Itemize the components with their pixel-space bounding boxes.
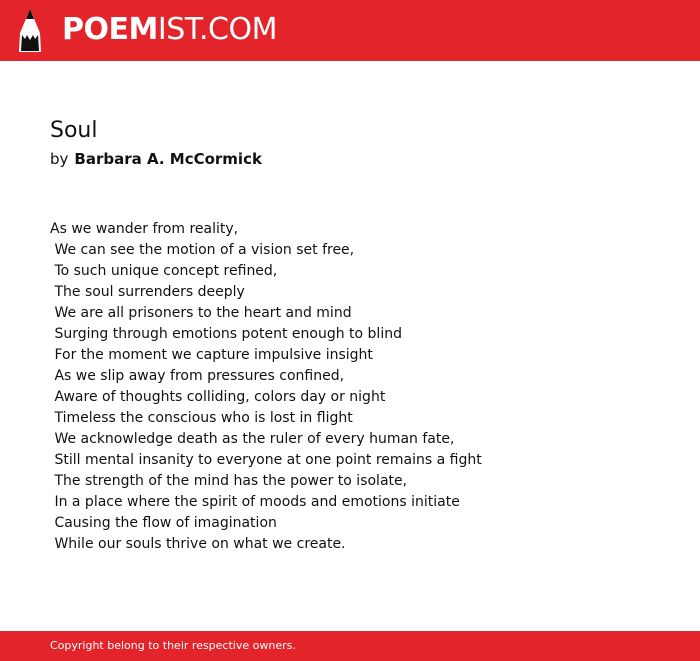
poem-line: The soul surrenders deeply — [50, 284, 245, 300]
copyright-notice: Copyright belong to their respective owners. — [50, 639, 296, 652]
poem-line: For the moment we capture impulsive insight — [50, 347, 373, 363]
poem-line: Timeless the conscious who is lost in flight — [50, 410, 353, 426]
poem-line: The strength of the mind has the power to isolate, — [50, 473, 408, 489]
poem-line: Causing the flow of imagination — [50, 515, 277, 531]
poem-line: We acknowledge death as the ruler of every human fate, — [50, 431, 455, 447]
site-logo[interactable] — [62, 12, 277, 48]
site-footer — [0, 631, 700, 661]
poem-line: Still mental insanity to everyone at one point remains a fight — [50, 452, 482, 468]
poem-line: Surging through emotions potent enough to blind — [50, 326, 402, 342]
poem-line: Aware of thoughts colliding, colors day or night — [50, 389, 386, 405]
poem-line: We are all prisoners to the heart and mind — [50, 305, 352, 321]
pencil-tip-icon[interactable] — [17, 9, 43, 52]
poem-title: Soul — [50, 118, 98, 143]
logo-light-part: IST.COM — [157, 12, 277, 47]
poem-line: As we slip away from pressures confined, — [50, 368, 345, 384]
byline — [50, 148, 262, 170]
poem-line: As we wander from reality, — [50, 221, 239, 237]
site-header — [0, 0, 700, 61]
logo-bold-part: POEM — [62, 12, 158, 47]
author-name: Barbara A. McCormick — [74, 150, 262, 168]
poem-line: We can see the motion of a vision set free, — [50, 242, 355, 258]
byline-label: by — [50, 150, 69, 168]
poem-body — [50, 219, 482, 555]
poem-line: In a place where the spirit of moods and emotions initiate — [50, 494, 460, 510]
poem-line: To such unique concept refined, — [50, 263, 278, 279]
poem-line: While our souls thrive on what we create. — [50, 536, 346, 552]
